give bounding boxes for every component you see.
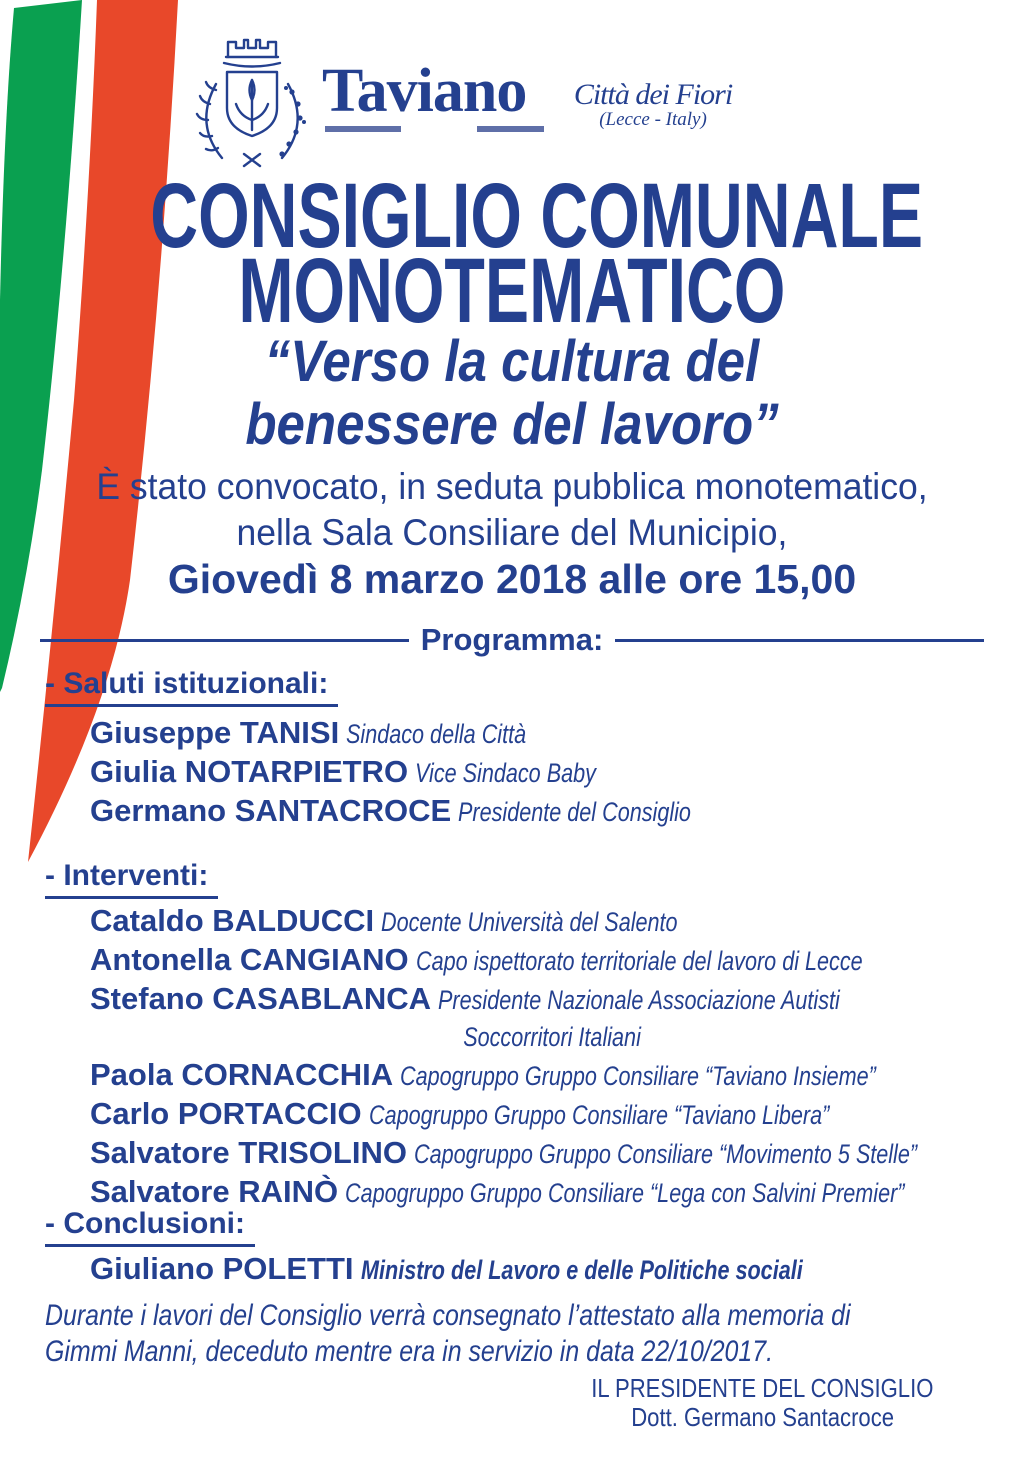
speaker-name: Salvatore TRISOLINO [90, 1135, 407, 1170]
program-entry [90, 1058, 1014, 1097]
program-entry [90, 755, 1014, 794]
speaker-name: Paola CORNACCHIA [90, 1057, 394, 1092]
section-entries-conclusioni [90, 1252, 1014, 1291]
divider-rule-left [40, 639, 409, 642]
signature-block [540, 1373, 985, 1434]
coat-of-arms-icon [186, 30, 318, 168]
speaker-role: Ministro del Lavoro e delle Politiche sociali [360, 1255, 803, 1285]
section-heading-conclusioni: - Conclusioni: [45, 1208, 255, 1247]
program-entry [90, 982, 1014, 1021]
section-heading-interventi: - Interventi: [45, 860, 218, 899]
program-entry [90, 1252, 1014, 1291]
signature-title: IL PRESIDENTE DEL CONSIGLIO [591, 1373, 934, 1403]
speaker-role: Vice Sindaco Baby [415, 758, 596, 788]
wordmark-underline-right [477, 126, 544, 132]
main-title-line2: MONOTEMATICO [238, 240, 786, 342]
speaker-name: Giuliano POLETTI [90, 1251, 354, 1286]
speaker-name: Giulia NOTARPIETRO [90, 754, 409, 789]
divider-rule-right [615, 639, 984, 642]
city-tagline: Città dei Fiori [573, 78, 733, 111]
intro-line1: È stato convocato, in seduta pubblica monotematico, [96, 466, 928, 507]
speaker-role: Presidente Nazionale Associazione Autisti [438, 985, 840, 1015]
city-location: (Lecce - Italy) [599, 109, 707, 130]
memorial-line1: Durante i lavori del Consiglio verrà consegnato l’attestato alla memoria di [45, 1299, 851, 1332]
speaker-role: Capo ispettorato territoriale del lavoro di Lecce [415, 946, 863, 976]
program-entry [90, 1136, 1014, 1175]
city-tagline-block [558, 80, 748, 130]
section-entries-saluti [90, 716, 1014, 833]
signature-name: Dott. Germano Santacroce [631, 1402, 894, 1432]
intro-line2: nella Sala Consiliare del Municipio, [236, 512, 788, 553]
speaker-name: Cataldo BALDUCCI [90, 903, 375, 938]
program-entry [90, 1097, 1014, 1136]
wordmark-underline-left [325, 126, 401, 132]
city-wordmark: Taviano [322, 57, 527, 125]
speaker-name: Antonella CANGIANO [90, 942, 409, 977]
memorial-note [45, 1300, 1016, 1372]
speaker-role: Sindaco della Città [346, 719, 527, 749]
subtitle-quote-line1: “Verso la cultura del [264, 329, 760, 394]
memorial-line2: Gimmi Manni, deceduto mentre era in servizio in data 22/10/2017. [45, 1335, 774, 1368]
speaker-role: Capogruppo Gruppo Consiliare “Taviano Libera” [368, 1100, 829, 1130]
speaker-role: Docente Università del Salento [381, 907, 678, 937]
speaker-role: Capogruppo Gruppo Consiliare “Lega con Salvini Premier” [345, 1178, 905, 1208]
speaker-name: Stefano CASABLANCA [90, 981, 431, 1016]
speaker-role: Capogruppo Gruppo Consiliare “Movimento 5 Stelle” [413, 1139, 918, 1169]
program-entry [90, 943, 1014, 982]
speaker-name: Giuseppe TANISI [90, 715, 340, 750]
speaker-role: Capogruppo Gruppo Consiliare “Taviano Insieme” [400, 1061, 877, 1091]
speaker-name: Germano SANTACROCE [90, 793, 452, 828]
speaker-name: Salvatore RAINÒ [90, 1174, 339, 1209]
section-heading-saluti: - Saluti istituzionali: [45, 668, 338, 707]
program-divider [40, 622, 984, 658]
program-entry-continuation [90, 1021, 1014, 1058]
subtitle-quote-line2: benessere del lavoro” [245, 392, 779, 457]
speaker-name: Carlo PORTACCIO [90, 1096, 362, 1131]
program-entry [90, 794, 1014, 833]
program-entry [90, 716, 1014, 755]
speaker-role: Presidente del Consiglio [458, 797, 692, 827]
program-entry [90, 904, 1014, 943]
main-title-line1: CONSIGLIO COMUNALE [150, 165, 924, 267]
section-entries-interventi [90, 904, 1014, 1214]
event-date-line: Giovedì 8 marzo 2018 alle ore 15,00 [167, 556, 857, 602]
speaker-role-line2: Soccorritori Italiani [463, 1022, 641, 1052]
program-label: Programma: [420, 622, 604, 657]
